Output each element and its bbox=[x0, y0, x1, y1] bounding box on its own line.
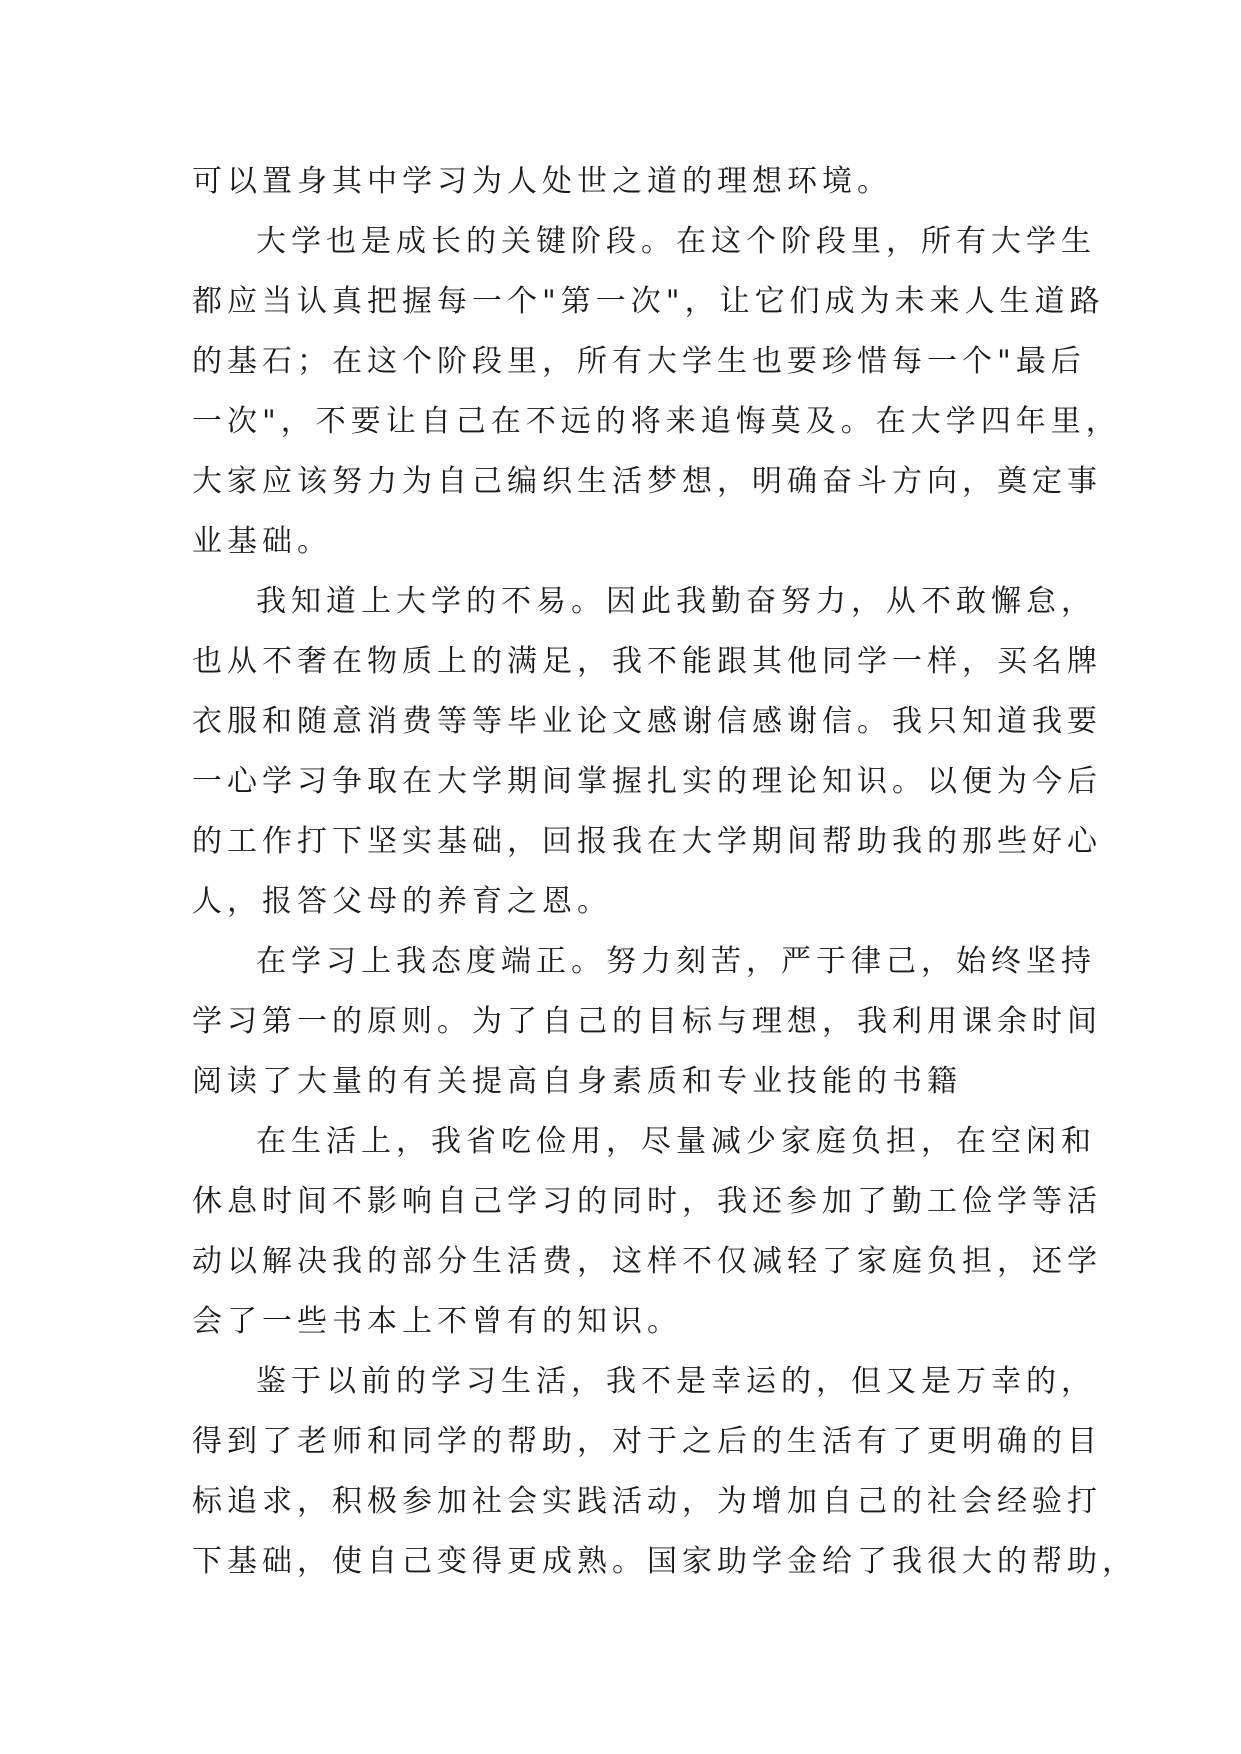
text-line: 阅读了大量的有关提高自身素质和专业技能的书籍 bbox=[192, 1064, 962, 1099]
text-line: 鉴于以前的学习生活，我不是幸运的，但又是万幸的， bbox=[256, 1364, 1096, 1399]
text-line: 得到了老师和同学的帮助，对于之后的生活有了更明确的目 bbox=[192, 1424, 1102, 1459]
text-line: 一心学习争取在大学期间掌握扎实的理论知识。以便为今后 bbox=[192, 764, 1102, 799]
text-line: 衣服和随意消费等等毕业论文感谢信感谢信。我只知道我要 bbox=[192, 704, 1102, 739]
text-line: 业基础。 bbox=[192, 524, 332, 559]
text-line: 人，报答父母的养育之恩。 bbox=[192, 884, 612, 919]
text-line: 会了一些书本上不曾有的知识。 bbox=[192, 1304, 682, 1339]
text-line: 在学习上我态度端正。努力刻苦，严于律己，始终坚持 bbox=[256, 944, 1096, 979]
text-line: 可以置身其中学习为人处世之道的理想环境。 bbox=[192, 164, 892, 199]
text-line: 都应当认真把握每一个"第一次"，让它们成为未来人生道路 bbox=[192, 284, 1105, 319]
text-line: 我知道上大学的不易。因此我勤奋努力，从不敢懈怠， bbox=[256, 584, 1096, 619]
text-line: 标追求，积极参加社会实践活动，为增加自己的社会经验打 bbox=[192, 1484, 1102, 1519]
text-line: 的工作打下坚实基础，回报我在大学期间帮助我的那些好心 bbox=[192, 824, 1102, 859]
text-line: 下基础，使自己变得更成熟。国家助学金给了我很大的帮助， bbox=[192, 1544, 1137, 1579]
text-line: 一次"，不要让自己在不远的将来追悔莫及。在大学四年里， bbox=[192, 404, 1121, 439]
text-line: 也从不奢在物质上的满足，我不能跟其他同学一样，买名牌 bbox=[192, 644, 1102, 679]
text-line: 在生活上，我省吃俭用，尽量减少家庭负担，在空闲和 bbox=[256, 1124, 1096, 1159]
text-line: 学习第一的原则。为了自己的目标与理想，我利用课余时间 bbox=[192, 1004, 1102, 1039]
text-line: 休息时间不影响自己学习的同时，我还参加了勤工俭学等活 bbox=[192, 1184, 1102, 1219]
text-line: 大家应该努力为自己编织生活梦想，明确奋斗方向，奠定事 bbox=[192, 464, 1102, 499]
text-line: 的基石；在这个阶段里，所有大学生也要珍惜每一个"最后 bbox=[192, 344, 1086, 379]
document-body bbox=[192, 152, 1137, 1592]
text-line: 大学也是成长的关键阶段。在这个阶段里，所有大学生 bbox=[256, 224, 1096, 259]
text-line: 动以解决我的部分生活费，这样不仅减轻了家庭负担，还学 bbox=[192, 1244, 1102, 1279]
